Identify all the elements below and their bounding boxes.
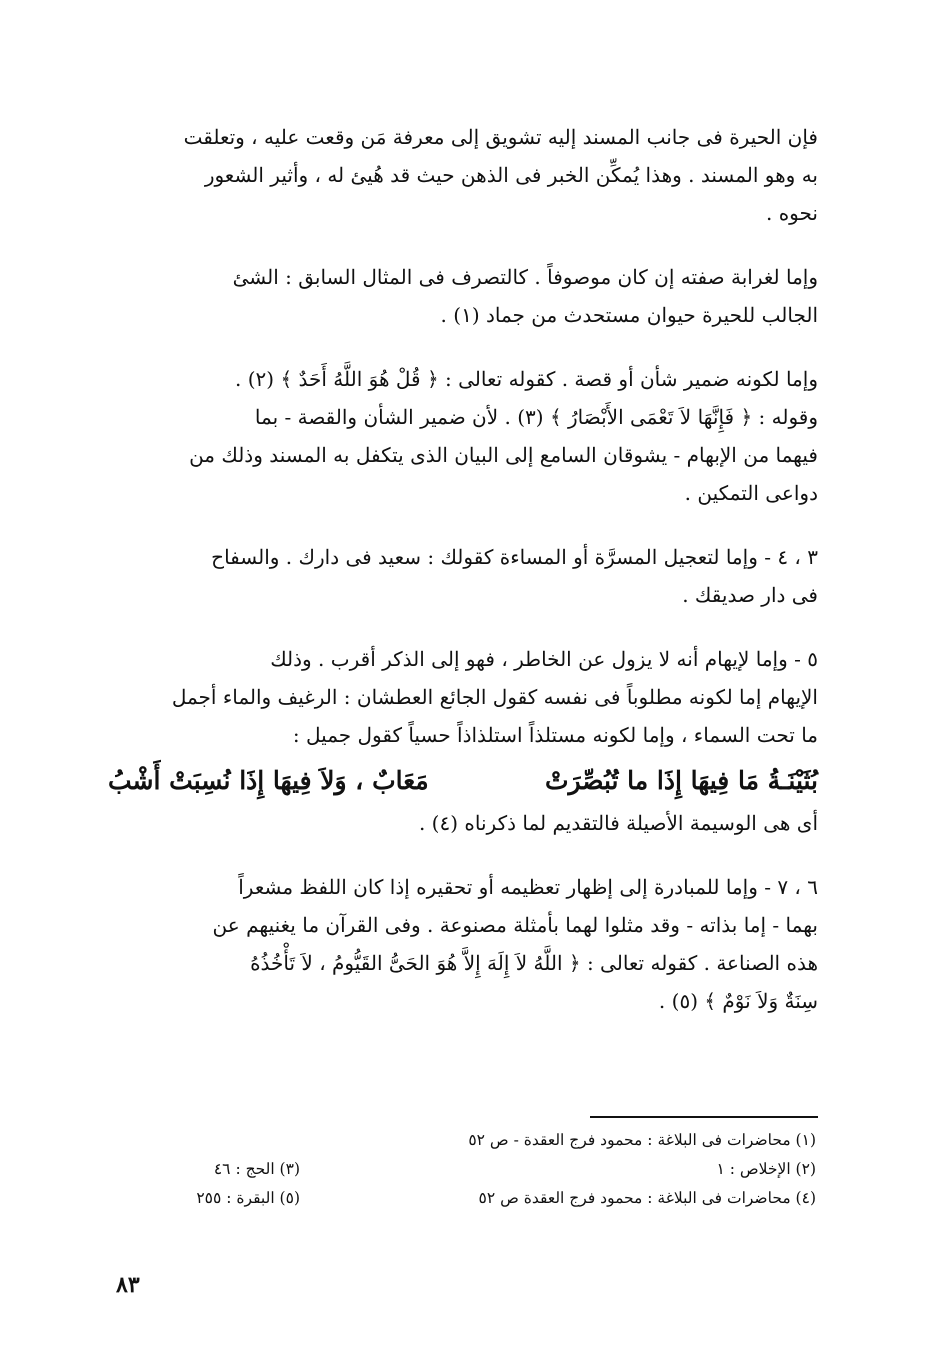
footnote-row [150, 1155, 816, 1184]
footnote-divider [590, 1116, 818, 1118]
footnote-row [150, 1126, 816, 1155]
text-line: فى دار صديقك . [682, 583, 818, 607]
text-line: ما تحت السماء ، وإما لكونه مستلذاً استلذاذاً حسياً كقول جميل : [292, 723, 818, 747]
text-line: ٣ ، ٤ - وإما لتعجيل المسرَّة أو المساءة كقولك : سعيد فى دارك . والسفاح [211, 545, 818, 569]
footnote-3: (٣) الحج : ٤٦ [213, 1160, 300, 1178]
paragraph-5 [108, 640, 818, 842]
text-line: ٥ - وإما لإيهام أنه لا يزول عن الخاطر ، فهو إلى الذكر أقرب . وذلك [270, 647, 818, 671]
main-text [108, 118, 818, 1046]
text-line: فإن الحيرة فى جانب المسند إليه تشويق إلى معرفة مَن وقعت عليه ، وتعلقت [183, 125, 818, 149]
verse-second-hemistich: مَعَابٌ ، وَلاَ فِيهَا إِذَا نُسِبَتْ أَشْبُ [108, 766, 429, 795]
paragraph-6 [108, 868, 818, 1020]
text-line: وإما لكونه ضمير شأن أو قصة . كقوله تعالى : ﴿ قُلْ هُوَ اللَّهُ أَحَدٌ ﴾ (٢) . [235, 367, 818, 391]
text-line: أى هى الوسيمة الأصيلة فالتقديم لما ذكرناه (٤) . [418, 811, 818, 835]
footnote-1: (١) محاضرات فى البلاغة : محمود فرج العقدة - ص ٥٢ [468, 1131, 816, 1149]
text-line: هذه الصناعة . كقوله تعالى : ﴿ اللَّهُ لاَ إِلَهَ إِلاَّ هُوَ الحَىُّ القَيُّومُ ، لاَ تَأْخُذُهُ [250, 951, 818, 975]
footnotes [150, 1126, 816, 1213]
paragraph-3 [108, 360, 818, 512]
paragraph-1 [108, 118, 818, 232]
footnote-2: (٢) الإخلاص : ١ [716, 1160, 816, 1178]
text-line: وإما لغرابة صفته إن كان موصوفاً . كالتصرف فى المثال السابق : الشئ [232, 265, 818, 289]
text-line: الجالب للحيرة حيوان مستحدث من جماد (١) . [440, 303, 818, 327]
poetry-verse [108, 758, 818, 804]
verse-first-hemistich: بُثَيْنَـةُ مَا فِيهَا إِذَا ما تُبُصِّرَتْ [544, 766, 818, 795]
paragraph-4 [108, 538, 818, 614]
footnote-row [150, 1184, 816, 1213]
text-line: بهما - إما بذاته - وقد مثلوا لهما بأمثلة مصنوعة . وفى القرآن ما يغنيهم عن [212, 913, 818, 937]
paragraph-2 [108, 258, 818, 334]
text-line: نحوه . [765, 201, 818, 225]
text-line: فيهما من الإبهام - يشوقان السامع إلى البيان الذى يتكفل به المسند وذلك من [189, 443, 818, 467]
text-line: سِنَةٌ وَلاَ نَوْمٌ ﴾ (٥) . [658, 989, 818, 1013]
text-line: الإيهام إما لكونه مطلوباً فى نفسه كقول الجائع العطشان : الرغيف والماء أجمل [171, 685, 818, 709]
footnote-4: (٤) محاضرات فى البلاغة : محمود فرج العقدة ص ٥٢ [478, 1189, 816, 1207]
footnote-5: (٥) البقرة : ٢٥٥ [196, 1189, 300, 1207]
text-line: به وهو المسند . وهذا يُمكِّن الخبر فى الذهن حيث قد هُيئ له ، وأثير الشعور [204, 163, 818, 187]
text-line: وقوله : ﴿ فَإِنَّهَا لاَ تَعْمَى الأَبْصَارُ ﴾ (٣) . لأن ضمير الشأن والقصة - بما [254, 405, 818, 429]
page-number: ٨٣ [116, 1272, 140, 1298]
text-line: ٦ ، ٧ - وإما للمبادرة إلى إظهار تعظيمه أو تحقيره إذا كان اللفظ مشعراً [238, 875, 818, 899]
text-line: دواعى التمكين . [684, 481, 818, 505]
